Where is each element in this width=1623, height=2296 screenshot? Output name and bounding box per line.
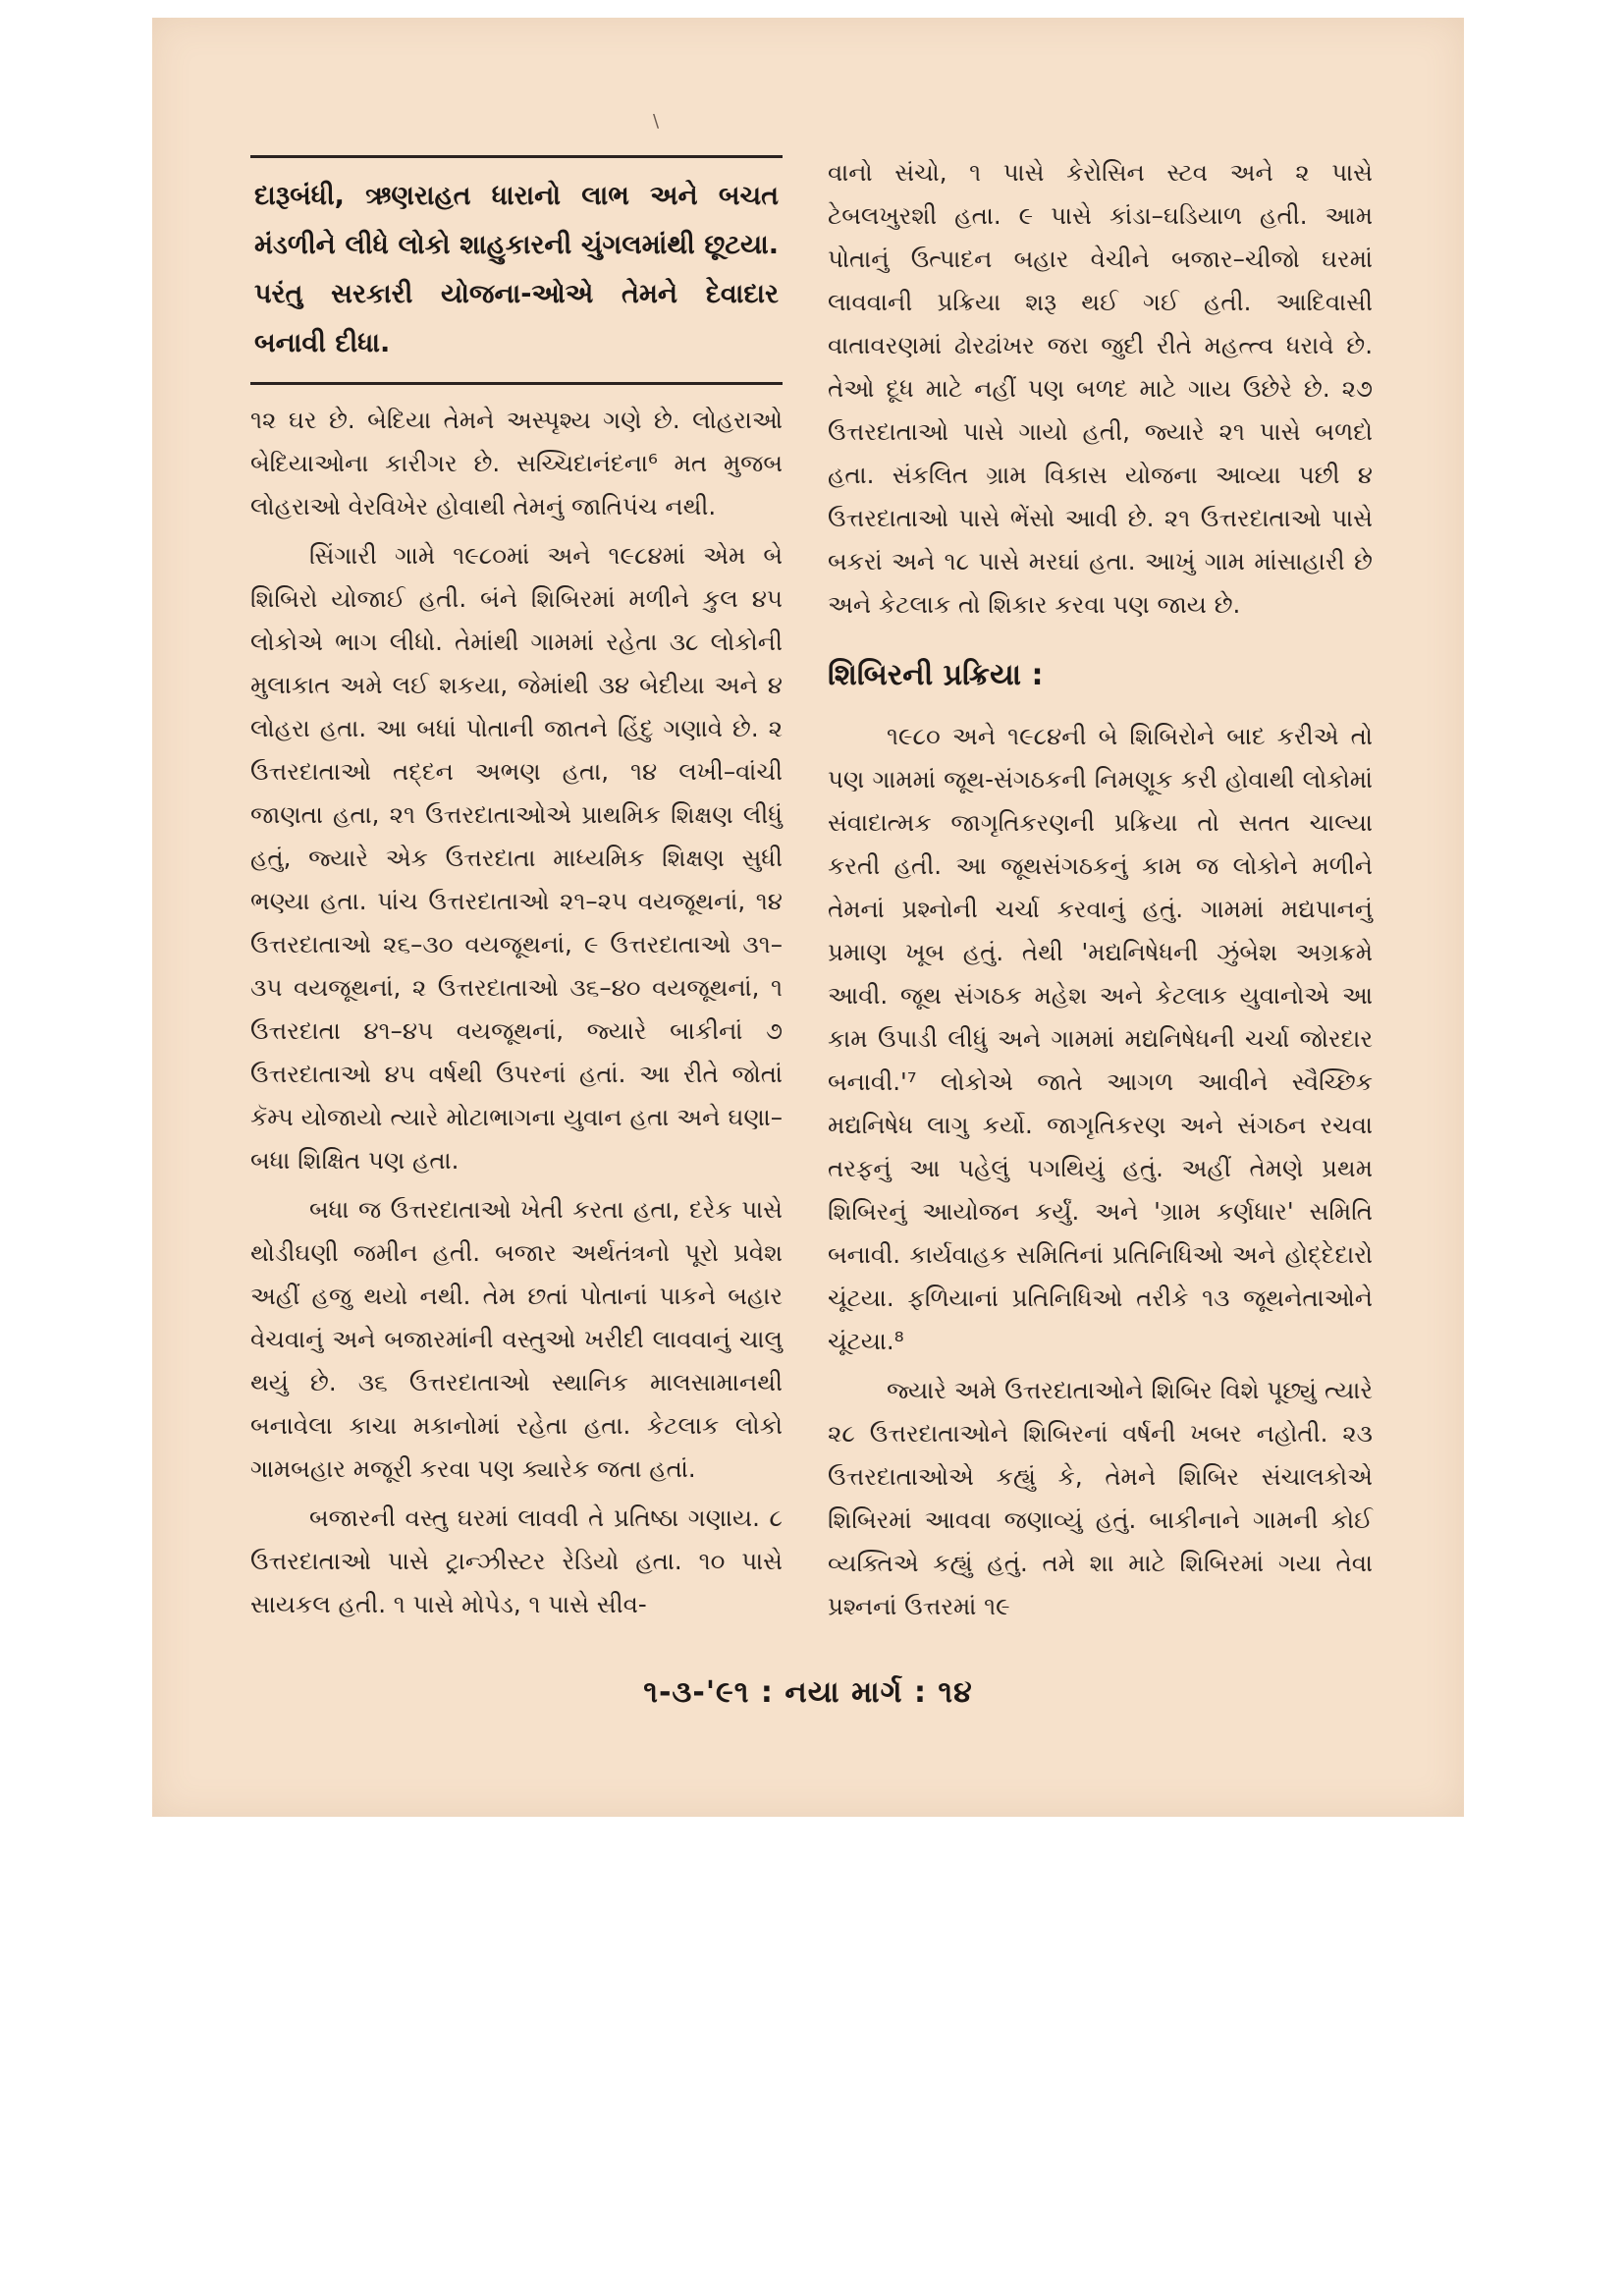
right-column	[828, 151, 1373, 1634]
callout-rule-bottom	[250, 382, 783, 385]
left-paragraph-2: સિંગારી ગામે ૧૯૮૦માં અને ૧૯૮૪માં એમ બે શિબિરો યોજાઈ હતી. બંને શિબિરમાં મળીને કુલ ૪૫ લોકોએ ભાગ લીધો. તેમાંથી ગામમાં રહેતા ૩૮ લોકોની મુલાકાત અમે લઈ શકયા, જેમાંથી ૩૪ બેદીયા અને ૪ લોહરા હતા. આ બધાં પોતાની જાતને હિંદુ ગણાવે છે. ૨ ઉત્તરદાતાઓ તદ્દન અભણ હતા, ૧૪ લખી–વાંચી જાણતા હતા, ૨૧ ઉત્તરદાતાઓએ પ્રાથમિક શિક્ષણ લીધું હતું, જ્યારે એક ઉત્તરદાતા માધ્યમિક શિક્ષણ સુધી ભણ્યા હતા. પાંચ ઉત્તરદાતાઓ ૨૧–૨૫ વયજૂથનાં, ૧૪ ઉત્તરદાતાઓ ૨૬–૩૦ વયજૂથનાં, ૯ ઉત્તરદાતાઓ ૩૧–૩૫ વયજૂથનાં, ૨ ઉત્તરદાતાઓ ૩૬–૪૦ વયજૂથનાં, ૧ ઉત્તરદાતા ૪૧–૪૫ વયજૂથનાં, જ્યારે બાકીનાં ૭ ઉત્તરદાતાઓ ૪૫ વર્ષથી ઉપરનાં હતાં. આ રીતે જોતાં કૅમ્પ યોજાયો ત્યારે મોટાભાગના યુવાન હતા અને ઘણા–બધા શિક્ષિત પણ હતા.	[250, 541, 783, 1175]
section-heading: શિબિરની પ્રક્રિયા :	[828, 658, 1044, 692]
right-paragraph-3: જ્યારે અમે ઉત્તરદાતાઓને શિબિર વિશે પૂછ્યું ત્યારે ૨૮ ઉત્તરદાતાઓને શિબિરનાં વર્ષની ખબર નહોતી. ૨૩ ઉત્તરદાતાઓએ કહ્યું કે, તેમને શિબિર સંચાલકોએ શિબિરમાં આવવા જણાવ્યું હતું. બાકીનાને ગામની કોઈ વ્યક્તિએ કહ્યું હતું. તમે શા માટે શિબિરમાં ગયા તેવા પ્રશ્નનાં ઉત્તરમાં ૧૯	[828, 1376, 1373, 1620]
left-paragraph-4: બજારની વસ્તુ ઘરમાં લાવવી તે પ્રતિષ્ઠા ગણાય. ૮ ઉત્તરદાતાઓ પાસે ટ્રાન્ઝીસ્ટર રેડિયો હતા. ૧૦ પાસે સાયકલ હતી. ૧ પાસે મોપેડ, ૧ પાસે સીવ-	[250, 1503, 783, 1618]
pull-quote: દારૂબંધી, ઋણરાહત ધારાનો લાભ અને બચત મંડળીને લીધે લોકો શાહુકારની ચુંગલમાંથી છૂટયા. પરંતુ સરકારી યોજના-ઓએ તેમને દેવાદાર બનાવી દીધા.	[254, 181, 779, 358]
left-column	[250, 155, 783, 1632]
right-paragraph-2: ૧૯૮૦ અને ૧૯૮૪ની બે શિબિરોને બાદ કરીએ તો પણ ગામમાં જૂથ-સંગઠકની નિમણૂક કરી હોવાથી લોકોમાં સંવાદાત્મક જાગૃતિકરણની પ્રક્રિયા તો સતત ચાલ્યા કરતી હતી. આ જૂથસંગઠકનું કામ જ લોકોને મળીને તેમનાં પ્રશ્નોની ચર્ચા કરવાનું હતું. ગામમાં મદ્યપાનનું પ્રમાણ ખૂબ હતું. તેથી 'મદ્યનિષેધની ઝુંબેશ અગ્રક્રમે આવી. જૂથ સંગઠક મહેશ અને કેટલાક યુવાનોએ આ કામ ઉપાડી લીધું અને ગામમાં મદ્યનિષેધની ચર્ચા જોરદાર બનાવી.'⁷ લોકોએ જાતે આગળ આવીને સ્વૈચ્છિક મદ્યનિષેધ લાગુ કર્યો. જાગૃતિકરણ અને સંગઠન રચવા તરફનું આ પહેલું પગથિયું હતું. અહીં તેમણે પ્રથમ શિબિરનું આયોજન કર્યું. અને 'ગ્રામ કર્ણધાર' સમિતિ બનાવી. કાર્યવાહક સમિતિનાં પ્રતિનિધિઓ અને હોદ્દેદારો ચૂંટયા. ફળિયાનાં પ્રતિનિધિઓ તરીકે ૧૩ જૂથનેતાઓને ચૂંટયા.⁸	[828, 722, 1373, 1355]
page-sheet	[152, 18, 1464, 1817]
callout-rule-top	[250, 155, 783, 158]
left-paragraph-1: ૧૨ ઘર છે. બેદિયા તેમને અસ્પૃશ્ય ગણે છે. લોહરાઓ બેદિયાઓના કારીગર છે. સચ્ચિદાનંદના⁶ મત મુજબ લોહરાઓ વેરવિખેર હોવાથી તેમનું જાતિપંચ નથી.	[250, 406, 783, 520]
page-footer: ૧-૩-'૯૧ : નયા માર્ગ : ૧૪	[643, 1675, 973, 1710]
left-paragraph-3: બધા જ ઉત્તરદાતાઓ ખેતી કરતા હતા, દરેક પાસે થોડીઘણી જમીન હતી. બજાર અર્થતંત્રનો પૂરો પ્રવેશ અહીં હજુ થયો નથી. તેમ છતાં પોતાનાં પાકને બહાર વેચવાનું અને બજારમાંની વસ્તુઓ ખરીદી લાવવાનું ચાલુ થયું છે. ૩૬ ઉત્તરદાતાઓ સ્થાનિક માલસામાનથી બનાવેલા કાચા મકાનોમાં રહેતા હતા. કેટલાક લોકો ગામબહાર મજૂરી કરવા પણ ક્યારેક જતા હતાં.	[250, 1195, 783, 1483]
right-paragraph-1: વાનો સંચો, ૧ પાસે કેરોસિન સ્ટવ અને ૨ પાસે ટેબલખુરશી હતા. ૯ પાસે કાંડા–ઘડિયાળ હતી. આમ પોતાનું ઉત્પાદન બહાર વેચીને બજાર–ચીજો ઘરમાં લાવવાની પ્રક્રિયા શરૂ થઈ ગઈ હતી. આદિવાસી વાતાવરણમાં ઢોરઢાંખર જરા જુદી રીતે મહત્ત્વ ધરાવે છે. તેઓ દૂધ માટે નહીં પણ બળદ માટે ગાય ઉછેરે છે. ૨૭ ઉત્તરદાતાઓ પાસે ગાયો હતી, જ્યારે ૨૧ પાસે બળદો હતા. સંકલિત ગ્રામ વિકાસ યોજના આવ્યા પછી ૪ ઉત્તરદાતાઓ પાસે ભેંસો આવી છે. ૨૧ ઉત્તરદાતાઓ પાસે બકરાં અને ૧૮ પાસે મરઘાં હતા. આખું ગામ માંસાહારી છે અને કેટલાક તો શિકાર કરવા પણ જાય છે.	[828, 158, 1373, 619]
stray-mark: \	[653, 111, 660, 132]
